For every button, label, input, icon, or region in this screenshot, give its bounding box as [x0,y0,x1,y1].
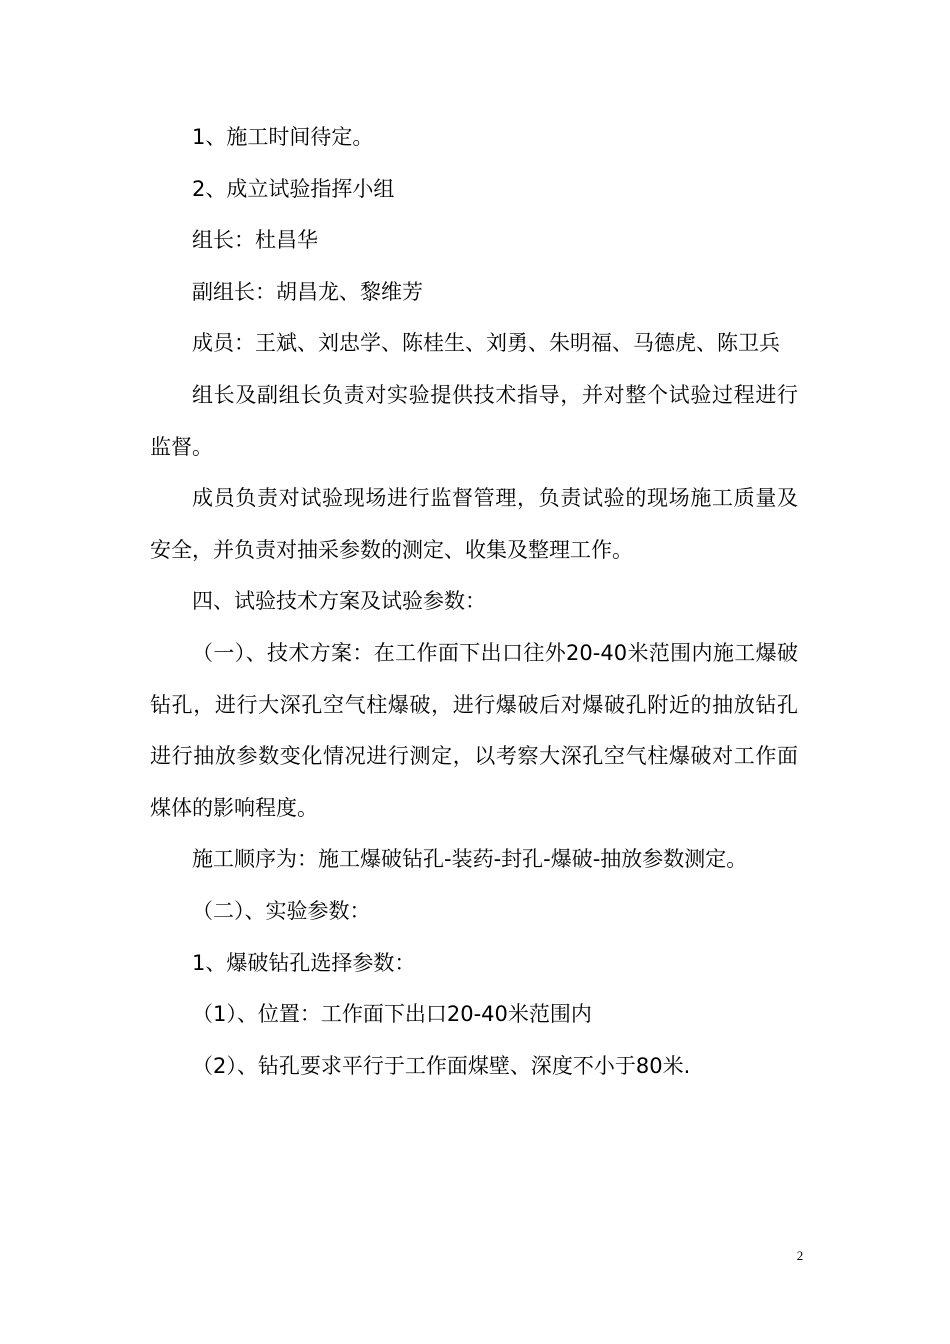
paragraph-borehole-requirements: （2）、钻孔要求平行于工作面煤壁、深度不小于80米. [192,1053,691,1078]
paragraph-command-group: 2、成立试验指挥小组 [192,176,395,201]
paragraph-position: （1）、位置：工作面下出口20-40米范围内 [192,1002,592,1027]
paragraph-borehole-parameters: 1、爆破钻孔选择参数： [192,950,416,975]
paragraph-technical-plan: （一）、技术方案：在工作面下出口往外20-40米范围内施工爆破钻孔，进行大深孔空气柱爆破，进行爆破后对爆破孔附近的抽放钻孔进行抽放参数变化情况进行测定，以考察大深孔空气柱爆破对工作面煤体的影响程度。 [150,640,798,820]
paragraph-deputy-leaders: 副组长：胡昌龙、黎维芳 [192,279,423,304]
paragraph-leader-duties: 组长及副组长负责对实验提供技术指导，并对整个试验过程进行监督。 [150,382,798,459]
section-heading-experiment-parameters: （二）、实验参数： [192,898,371,923]
section-heading-technical-plan: 四、试验技术方案及试验参数： [192,589,486,614]
document-body [150,112,798,1092]
page-number: 2 [796,1248,804,1263]
paragraph-construction-sequence: 施工顺序为：施工爆破钻孔-装药-封孔-爆破-抽放参数测定。 [192,847,748,872]
paragraph-construction-time: 1、施工时间待定。 [192,125,374,149]
paragraph-group-leader: 组长：杜昌华 [192,228,318,253]
paragraph-member-duties: 成员负责对试验现场进行监督管理，负责试验的现场施工质量及安全，并负责对抽采参数的测定、收集及整理工作。 [150,486,798,562]
paragraph-members: 成员：王斌、刘忠学、陈桂生、刘勇、朱明福、马德虎、陈卫兵 [192,331,780,356]
